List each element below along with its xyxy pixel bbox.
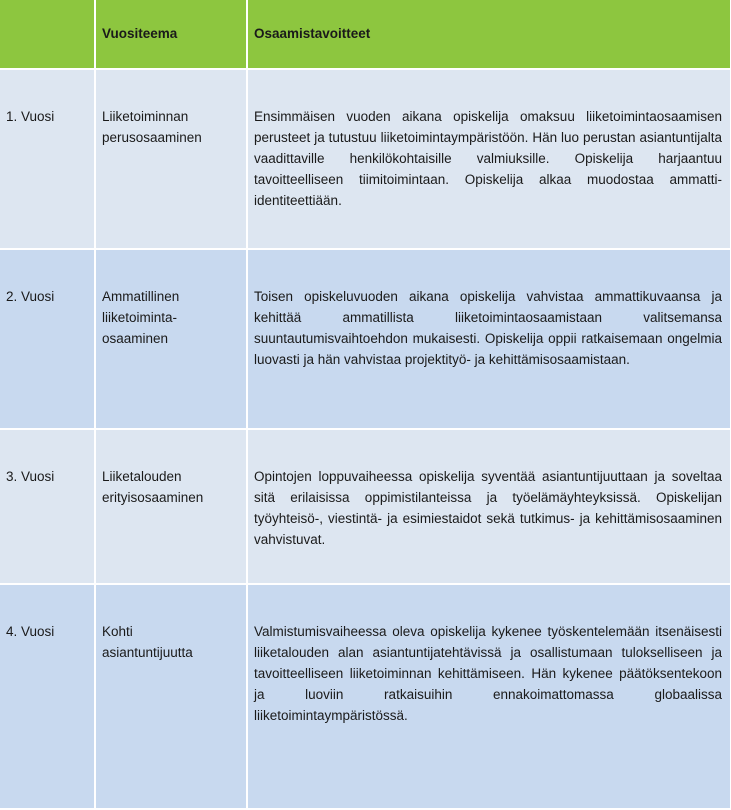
header-year — [0, 0, 95, 69]
year-cell: 3. Vuosi — [0, 429, 95, 584]
theme-cell — [95, 584, 247, 809]
theme-line: erityisosaaminen — [102, 490, 204, 505]
goal-cell: Opintojen loppuvaiheessa opiskelija syventää asiantuntijuuttaan ja soveltaa sitä erilaisissa oppimistilanteissa ja työelämäyhteyksissä. Opiskelijan työyhteisö-, viestintä- ja esimiestaidot sekä tutkimus- ja kehittämisosaaminen vahvistuvat. — [247, 429, 731, 584]
year-cell: 2. Vuosi — [0, 249, 95, 429]
table-row — [0, 429, 731, 584]
table-row — [0, 69, 731, 249]
goal-cell: Valmistumisvaiheessa oleva opiskelija kykenee työskentelemään itsenäisesti liiketalouden alan asiantuntijatehtävissä ja osallistumaan tulokselliseen ja tavoitteelliseen liiketoiminnan kehittämiseen. Hän kykenee päätöksentekoon ja luoviin ratkaisuihin ennakoimattomassa globaalissa liiketoimintaympäristössä. — [247, 584, 731, 809]
theme-line: perusosaaminen — [102, 130, 202, 145]
theme-line: liiketoiminta- — [102, 310, 178, 325]
theme-line: asiantuntijuutta — [102, 645, 193, 660]
theme-cell — [95, 249, 247, 429]
theme-line: Kohti — [102, 624, 133, 639]
theme-line: Liiketoiminnan — [102, 109, 189, 124]
table-row — [0, 584, 731, 809]
goal-cell: Ensimmäisen vuoden aikana opiskelija omaksuu liiketoimintaosaamisen perusteet ja tutustuu liiketoimintaympäristöön. Hän luo perustan asiantuntijalta vaadittaville henkilökohtaisille valmiuksille. Opiskelija harjaantuu tavoitteelliseen tiimitoimintaan. Opiskelija alkaa muodostaa ammatti-identiteettiään. — [247, 69, 731, 249]
table-row — [0, 249, 731, 429]
theme-line: Liiketalouden — [102, 469, 182, 484]
theme-line: Ammatillinen — [102, 289, 180, 304]
theme-line: osaaminen — [102, 331, 169, 346]
header-row — [0, 0, 731, 69]
theme-cell — [95, 69, 247, 249]
header-goals: Osaamistavoitteet — [247, 0, 731, 69]
year-cell: 4. Vuosi — [0, 584, 95, 809]
header-theme: Vuositeema — [95, 0, 247, 69]
goal-cell: Toisen opiskeluvuoden aikana opiskelija vahvistaa ammattikuvaansa ja kehittää ammatillista liiketoimintaosaamistaan valitsemansa suuntautumisvaihtoehdon mukaisesti. Opiskelija oppii ratkaisemaan ongelmia luovasti ja hän vahvistaa projektityö- ja kehittämisosaamistaan. — [247, 249, 731, 429]
theme-cell — [95, 429, 247, 584]
year-cell: 1. Vuosi — [0, 69, 95, 249]
